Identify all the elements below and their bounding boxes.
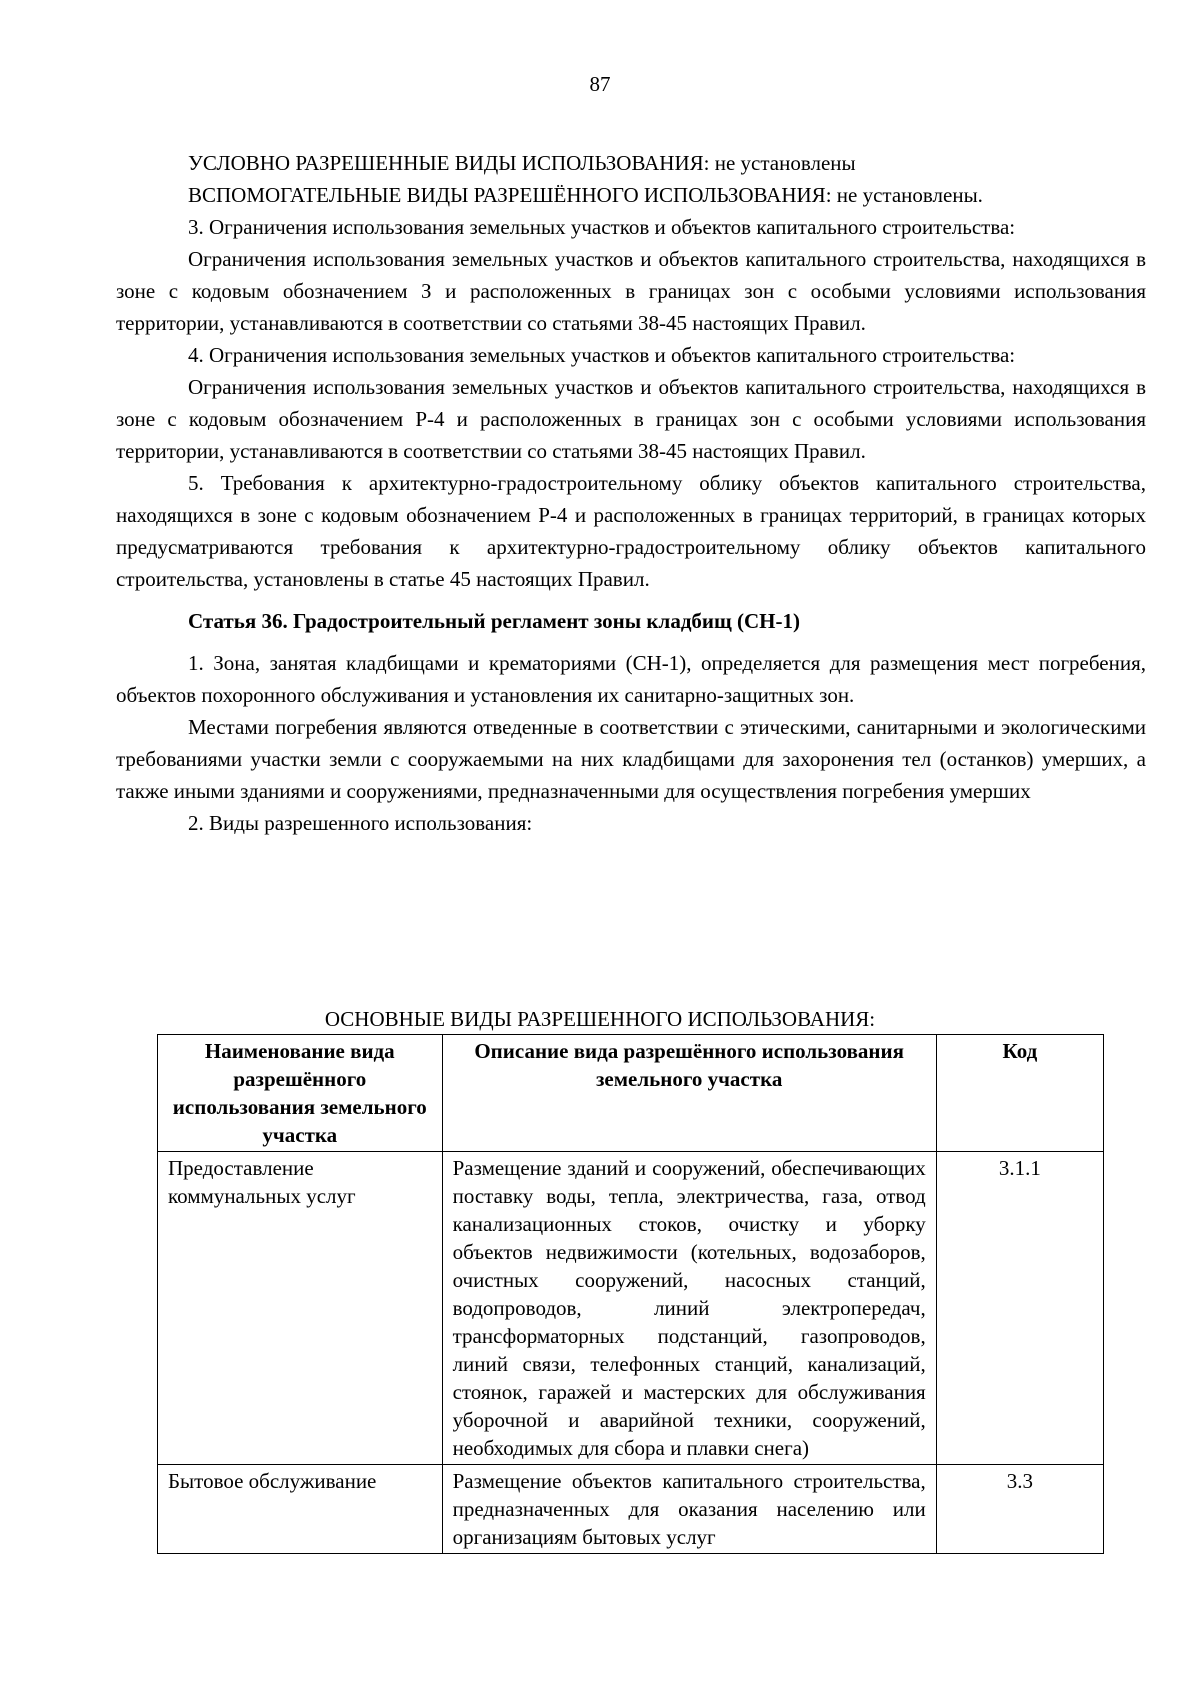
paragraph-burial-places: Местами погребения являются отведенные в соответствии с этическими, санитарными и экологическими требованиями участки земли с сооружаемыми на них кладбищами для захоронения тел (останков) умерших, а также иными зданиями и сооружениями, предназначенными для осуществления погребения умерших bbox=[116, 715, 1146, 803]
table-row bbox=[158, 1465, 1104, 1554]
page-number: 87 bbox=[589, 72, 611, 96]
paragraph-restrictions-3: 3. Ограничения использования земельных участков и объектов капитального строительства: bbox=[188, 215, 1016, 239]
cell-use-name: Предоставление коммунальных услуг bbox=[158, 1152, 443, 1465]
header-code: Код bbox=[936, 1035, 1103, 1152]
cell-code: 3.3 bbox=[936, 1465, 1103, 1554]
permitted-uses-table bbox=[157, 1034, 1104, 1554]
paragraph-requirements-5: 5. Требования к архитектурно-градостроительному облику объектов капитального строительства, находящихся в зоне с кодовым обозначением Р-4 и расположенных в границах территорий, в границах которых предусматриваются требования к архитектурно-градостроительному облику объектов капитального строительства, установлены в статье 45 настоящих Правил. bbox=[116, 471, 1146, 591]
cell-use-description: Размещение зданий и сооружений, обеспечивающих поставку воды, тепла, электричества, газа, отвод канализационных стоков, очистку и уборку объектов недвижимости (котельных, водозаборов, очистных сооружений, насосных станций, водопроводов, линий электропередач, трансформаторных подстанций, газопроводов, линий связи, телефонных станций, канализаций, стоянок, гаражей и мастерских для обслуживания уборочной и аварийной техники, сооружений, необходимых для сбора и плавки снега) bbox=[442, 1152, 936, 1465]
paragraph-restrictions-3-text: Ограничения использования земельных участков и объектов капитального строительства, находящихся в зоне с кодовым обозначением З и расположенных в границах зон с особыми условиями использования территории, устанавливаются в соответствии со статьями 38-45 настоящих Правил. bbox=[116, 247, 1146, 335]
cell-use-name: Бытовое обслуживание bbox=[158, 1465, 443, 1554]
table-header-row bbox=[158, 1035, 1104, 1152]
cell-code: 3.1.1 bbox=[936, 1152, 1103, 1465]
header-use-description: Описание вида разрешённого использования земельного участка bbox=[442, 1035, 936, 1152]
header-use-name: Наименование вида разрешённого использования земельного участка bbox=[158, 1035, 443, 1152]
cell-use-description: Размещение объектов капитального строительства, предназначенных для оказания населению или организациям бытовых услуг bbox=[442, 1465, 936, 1554]
paragraph-restrictions-4: 4. Ограничения использования земельных участков и объектов капитального строительства: bbox=[188, 343, 1016, 367]
paragraph-permitted-uses: 2. Виды разрешенного использования: bbox=[188, 811, 533, 835]
table-caption: ОСНОВНЫЕ ВИДЫ РАЗРЕШЕННОГО ИСПОЛЬЗОВАНИЯ: bbox=[324, 1007, 876, 1031]
paragraph-restrictions-4-text: Ограничения использования земельных участков и объектов капитального строительства, находящихся в зоне с кодовым обозначением Р-4 и расположенных в границах зон с особыми условиями использования территории, устанавливаются в соответствии со статьями 38-45 настоящих Правил. bbox=[116, 375, 1146, 463]
table-row bbox=[158, 1152, 1104, 1465]
paragraph-auxiliary-uses: ВСПОМОГАТЕЛЬНЫЕ ВИДЫ РАЗРЕШЁННОГО ИСПОЛЬЗОВАНИЯ: не установлены. bbox=[188, 183, 983, 207]
paragraph-zone-definition: 1. Зона, занятая кладбищами и крематориями (СН-1), определяется для размещения мест погребения, объектов похоронного обслуживания и установления их санитарно-защитных зон. bbox=[116, 651, 1146, 707]
body-text bbox=[116, 147, 1146, 839]
paragraph-conditional-uses: УСЛОВНО РАЗРЕШЕННЫЕ ВИДЫ ИСПОЛЬЗОВАНИЯ: не установлены bbox=[188, 151, 856, 175]
article-heading: Статья 36. Градостроительный регламент зоны кладбищ (СН-1) bbox=[188, 609, 800, 633]
